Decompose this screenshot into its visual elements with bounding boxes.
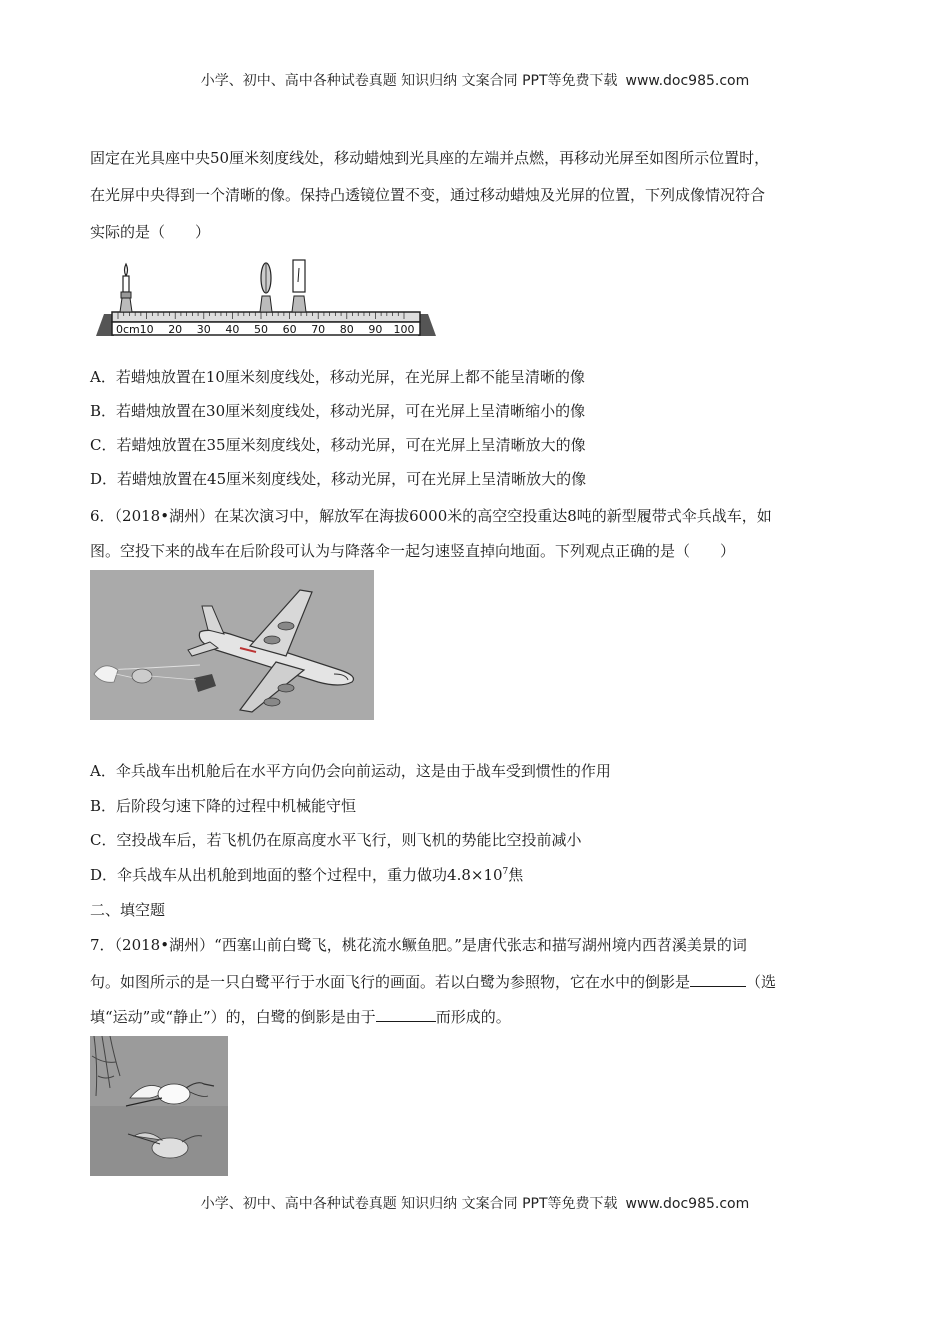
q7-answer-blank-1[interactable]: [690, 972, 746, 987]
egret-reflection-photo: [90, 1036, 228, 1176]
scale-tick-label: 100: [393, 323, 415, 336]
scale-tick-label: 60: [282, 323, 297, 336]
scale-tick-label: 0cm: [116, 323, 140, 336]
scale-tick-label: 90: [368, 323, 383, 336]
q5-stem-line-2: 在光屏中央得到一个清晰的像。保持凸透镜位置不变，通过移动蜡烛及光屏的位置，下列成像情况符合: [90, 186, 766, 204]
page-header: [0, 70, 950, 90]
scale-tick-label: 70: [311, 323, 326, 336]
q7-line-2-end: （选: [746, 973, 777, 991]
scale-tick-label: 50: [254, 323, 268, 336]
q6-option-d-unit: 焦: [508, 866, 524, 884]
q5-option-d: D．若蜡烛放置在45厘米刻度线处，移动光屏，可在光屏上呈清晰放大的像: [90, 470, 587, 488]
q6-option-d-text: D．伞兵战车从出机舱到地面的整个过程中，重力做功4.8×10: [90, 866, 503, 884]
q7-line-2-text: 句。如图所示的是一只白鹭平行于水面飞行的画面。若以白鹭为参照物，它在水中的倒影是: [90, 973, 691, 991]
q7-line-3-end: 而形成的。: [435, 1008, 511, 1026]
q7-line-3-text: 填“运动”或“静止”）的，白鹭的倒影是由于: [90, 1008, 376, 1026]
q6-stem-line-1: 6．（2018•湖州）在某次演习中，解放军在海拔6000米的高空空投重达8吨的新型履带式伞兵战车，如: [90, 507, 772, 525]
scale-tick-label: 80: [339, 323, 354, 336]
candle: [120, 264, 132, 312]
q7-stem-line-1: 7．（2018•湖州）“西塞山前白鹭飞，桃花流水鳜鱼肥。”是唐代张志和描写湖州境内西苕溪美景的词: [90, 936, 747, 954]
q7-stem-line-2: [90, 971, 776, 992]
q5-option-c: C．若蜡烛放置在35厘米刻度线处，移动光屏，可在光屏上呈清晰放大的像: [90, 436, 586, 454]
light-screen: [292, 260, 306, 312]
convex-lens: [260, 263, 272, 312]
q6-option-d-exponent: 7: [502, 867, 509, 877]
scale-tick-label: 30: [196, 323, 211, 336]
footer-text: 小学、初中、高中各种试卷真题 知识归纳 文案合同 PPT等免费下载: [200, 1196, 618, 1212]
scale-tick-label: 10: [139, 323, 154, 336]
header-text: 小学、初中、高中各种试卷真题 知识归纳 文案合同 PPT等免费下载: [200, 73, 618, 89]
q7-answer-blank-2[interactable]: [376, 1007, 436, 1022]
section-fill-in-title: 二、填空题: [90, 901, 166, 919]
q7-stem-line-3: [90, 1006, 511, 1027]
q5-stem-line-1: 固定在光具座中央50厘米刻度线处，移动蜡烛到光具座的左端并点燃，再移动光屏至如图所示位置时，: [90, 149, 770, 167]
airplane-airdrop-photo: [90, 570, 374, 720]
scale-tick-label: 20: [168, 323, 183, 336]
q6-stem-line-2: 图。空投下来的战车在后阶段可认为与降落伞一起匀速竖直掉向地面。下列观点正确的是（ ）: [90, 542, 736, 560]
header-site-link[interactable]: www.doc985.com: [625, 73, 750, 89]
footer-site-link[interactable]: www.doc985.com: [625, 1196, 750, 1212]
q5-stem-line-3: 实际的是（ ）: [90, 223, 211, 241]
q6-option-a: A．伞兵战车出机舱后在水平方向仍会向前运动，这是由于战车受到惯性的作用: [90, 762, 611, 780]
page-footer: [0, 1193, 950, 1213]
q5-option-a: A．若蜡烛放置在10厘米刻度线处，移动光屏，在光屏上都不能呈清晰的像: [90, 368, 585, 386]
scale-tick-label: 40: [225, 323, 240, 336]
q6-option-b: B．后阶段匀速下降的过程中机械能守恒: [90, 797, 357, 815]
q6-option-c: C．空投战车后，若飞机仍在原高度水平飞行，则飞机的势能比空投前减小: [90, 831, 582, 849]
q5-option-b: B．若蜡烛放置在30厘米刻度线处，移动光屏，可在光屏上呈清晰缩小的像: [90, 402, 586, 420]
q6-option-d: [90, 864, 523, 885]
optical-bench-figure: [92, 256, 440, 338]
